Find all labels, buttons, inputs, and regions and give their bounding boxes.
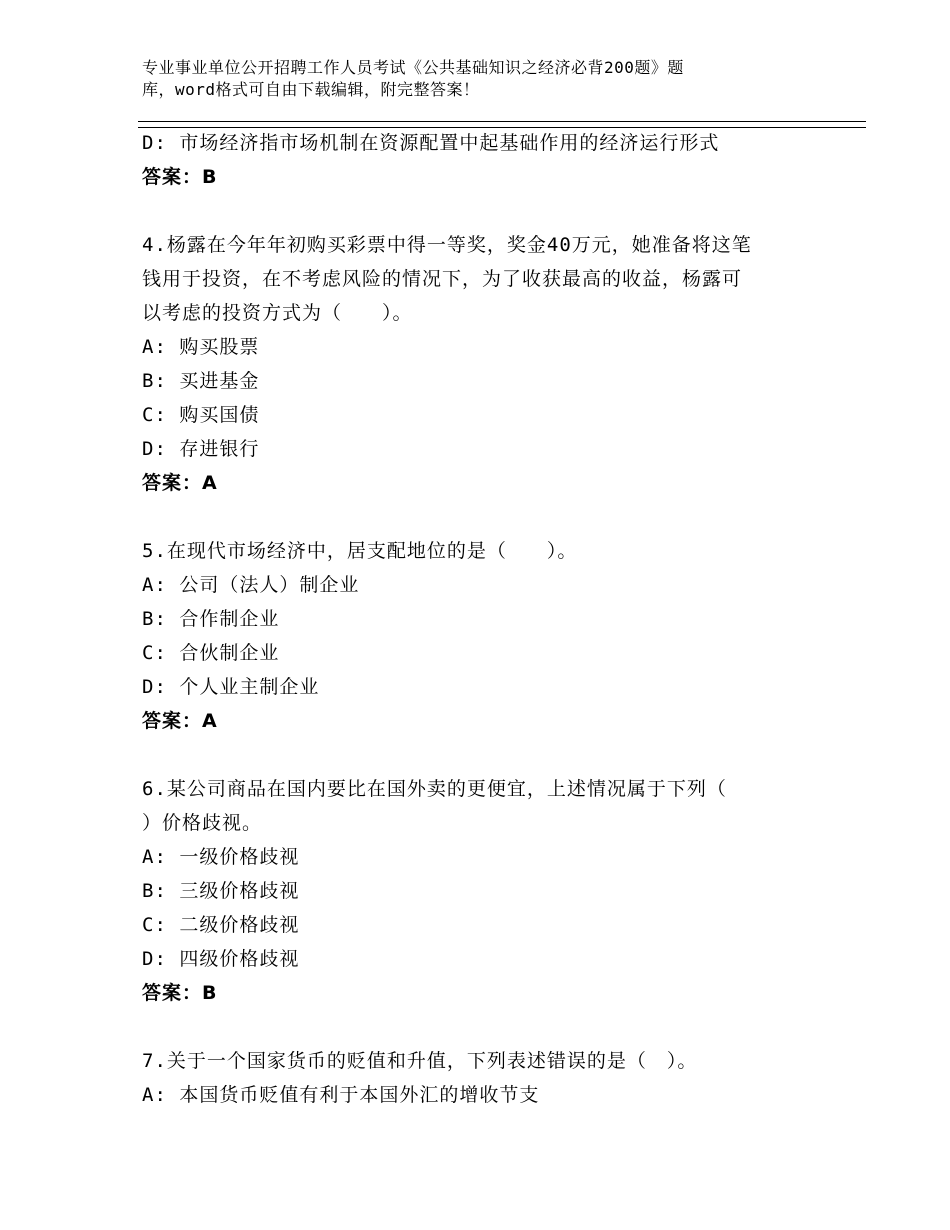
q7-stem-line-1: 7.关于一个国家货币的贬值和升值，下列表述错误的是（ ）。 bbox=[142, 1050, 698, 1072]
q4-option-b: B: 买进基金 bbox=[142, 370, 260, 392]
q7-option-a: A: 本国货币贬值有利于本国外汇的增收节支 bbox=[142, 1084, 540, 1106]
q4-answer: 答案：A bbox=[142, 472, 218, 494]
q5-option-c: C: 合伙制企业 bbox=[142, 642, 280, 664]
spacer bbox=[142, 194, 842, 228]
spacer bbox=[142, 738, 842, 772]
header-title-line-2: 库，word格式可自由下载编辑，附完整答案！ bbox=[142, 80, 480, 99]
q5-answer: 答案：A bbox=[142, 710, 218, 732]
q6-answer: 答案：B bbox=[142, 982, 218, 1004]
q3-option-d: D: 市场经济指市场机制在资源配置中起基础作用的经济运行形式 bbox=[142, 132, 720, 154]
q6-stem-line-1: 6.某公司商品在国内要比在国外卖的更便宜，上述情况属于下列（ bbox=[142, 778, 727, 800]
q6-option-b: B: 三级价格歧视 bbox=[142, 880, 300, 902]
q4-option-c: C: 购买国债 bbox=[142, 404, 260, 426]
q6-stem-line-2: ）价格歧视。 bbox=[142, 812, 263, 834]
q4-option-d: D: 存进银行 bbox=[142, 438, 260, 460]
q5-option-d: D: 个人业主制企业 bbox=[142, 676, 320, 698]
spacer bbox=[142, 500, 842, 534]
q6-option-c: C: 二级价格歧视 bbox=[142, 914, 300, 936]
q3-answer: 答案：B bbox=[142, 166, 218, 188]
q4-stem-line-3: 以考虑的投资方式为（ ）。 bbox=[142, 302, 413, 324]
q5-stem-line-1: 5.在现代市场经济中，居支配地位的是（ ）。 bbox=[142, 540, 578, 562]
page-header bbox=[142, 57, 782, 101]
spacer bbox=[142, 1010, 842, 1044]
q6-option-d: D: 四级价格歧视 bbox=[142, 948, 300, 970]
q4-option-a: A: 购买股票 bbox=[142, 336, 260, 358]
q4-stem-line-2: 钱用于投资，在不考虑风险的情况下，为了收获最高的收益，杨露可 bbox=[142, 268, 743, 290]
question-content bbox=[142, 126, 842, 1112]
header-title-line-1: 专业事业单位公开招聘工作人员考试《公共基础知识之经济必背200题》题 bbox=[142, 58, 684, 77]
q6-option-a: A: 一级价格歧视 bbox=[142, 846, 300, 868]
q4-stem-line-1: 4.杨露在今年年初购买彩票中得一等奖，奖金40万元，她准备将这笔 bbox=[142, 234, 752, 256]
q5-option-a: A: 公司（法人）制企业 bbox=[142, 574, 360, 596]
q5-option-b: B: 合作制企业 bbox=[142, 608, 280, 630]
